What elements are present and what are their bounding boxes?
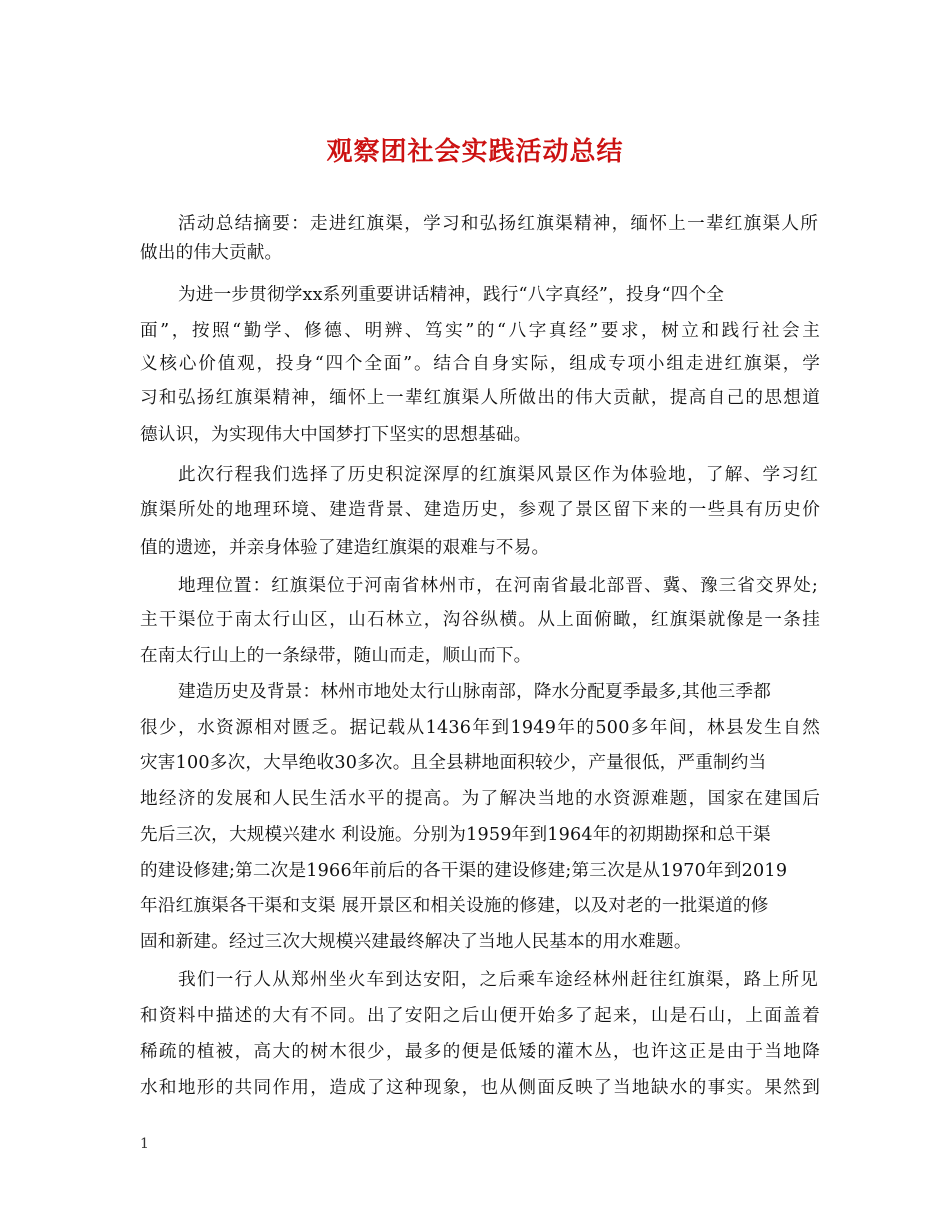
text-line: 做出的伟大贡献。 [140, 243, 283, 263]
text-line: 旗渠所处的地理环境、建造背景、建造历史，参观了景区留下来的一些具有历史价 [140, 500, 820, 520]
text-line: 此次行程我们选择了历史积淀深厚的红旗渠风景区作为体验地，了解、学习红 [178, 465, 818, 485]
text-line: 稀疏的植被，高大的树木很少，最多的便是低矮的灌木丛，也许这正是由于当地降 [140, 1042, 820, 1062]
text-line: 水和地形的共同作用，造成了这种现象，也从侧面反映了当地缺水的事实。果然到 [140, 1078, 820, 1098]
text-line: 地理位置：红旗渠位于河南省林州市，在河南省最北部晋、冀、豫三省交界处; [178, 576, 818, 596]
text-line: 灾害100多次，大旱绝收30多次。且全县耕地面积较少，产量很低，严重制约当 [140, 753, 767, 773]
document-title: 观察团社会实践活动总结 [326, 137, 624, 167]
page-number: 1 [140, 1136, 149, 1152]
text-line: 值的遗迹，并亲身体验了建造红旗渠的艰难与不易。 [140, 538, 550, 558]
text-line: 主干渠位于南太行山区，山石林立，沟谷纵横。从上面俯瞰，红旗渠就像是一条挂 [140, 610, 820, 630]
text-line: 德认识，为实现伟大中国梦打下坚实的思想基础。 [140, 425, 532, 445]
text-line: 活动总结摘要：走进红旗渠，学习和弘扬红旗渠精神，缅怀上一辈红旗渠人所 [178, 214, 818, 234]
text-line: 习和弘扬红旗渠精神，缅怀上一辈红旗渠人所做出的伟大贡献，提高自己的思想道 [140, 388, 820, 408]
text-line: 和资料中描述的大有不同。出了安阳之后山便开始多了起来，山是石山，上面盖着 [140, 1006, 820, 1026]
text-line: 建造历史及背景：林州市地处太行山脉南部，降水分配夏季最多,其他三季都 [178, 682, 771, 702]
text-line: 年沿红旗渠各干渠和支渠 展开景区和相关设施的修建，以及对老的一批渠道的修 [140, 896, 769, 916]
text-line: 先后三次，大规模兴建水 利设施。分别为1959年到1964年的初期勘探和总干渠 [140, 825, 771, 845]
text-line: 固和新建。经过三次大规模兴建最终解决了当地人民基本的用水难题。 [140, 932, 692, 952]
text-line: 义核心价值观，投身“四个全面”。结合自身实际，组成专项小组走进红旗渠，学 [140, 354, 820, 374]
text-line: 很少，水资源相对匮乏。据记载从1436年到1949年的500多年间，林县发生自然 [140, 718, 820, 738]
text-line: 在南太行山上的一条绿带，随山而走，顺山而下。 [140, 646, 532, 666]
text-line: 面”，按照“勤学、修德、明辨、笃实”的“八字真经”要求，树立和践行社会主 [140, 321, 820, 341]
text-line: 我们一行人从郑州坐火车到达安阳，之后乘车途经林州赶往红旗渠，路上所见 [178, 970, 818, 990]
text-line: 地经济的发展和人民生活水平的提高。为了解决当地的水资源难题，国家在建国后 [140, 789, 820, 809]
text-line: 为进一步贯彻学xx系列重要讲话精神，践行“八字真经”，投身“四个全 [178, 285, 725, 305]
text-line: 的建设修建;第二次是1966年前后的各干渠的建设修建;第三次是从1970年到2019 [140, 861, 788, 881]
